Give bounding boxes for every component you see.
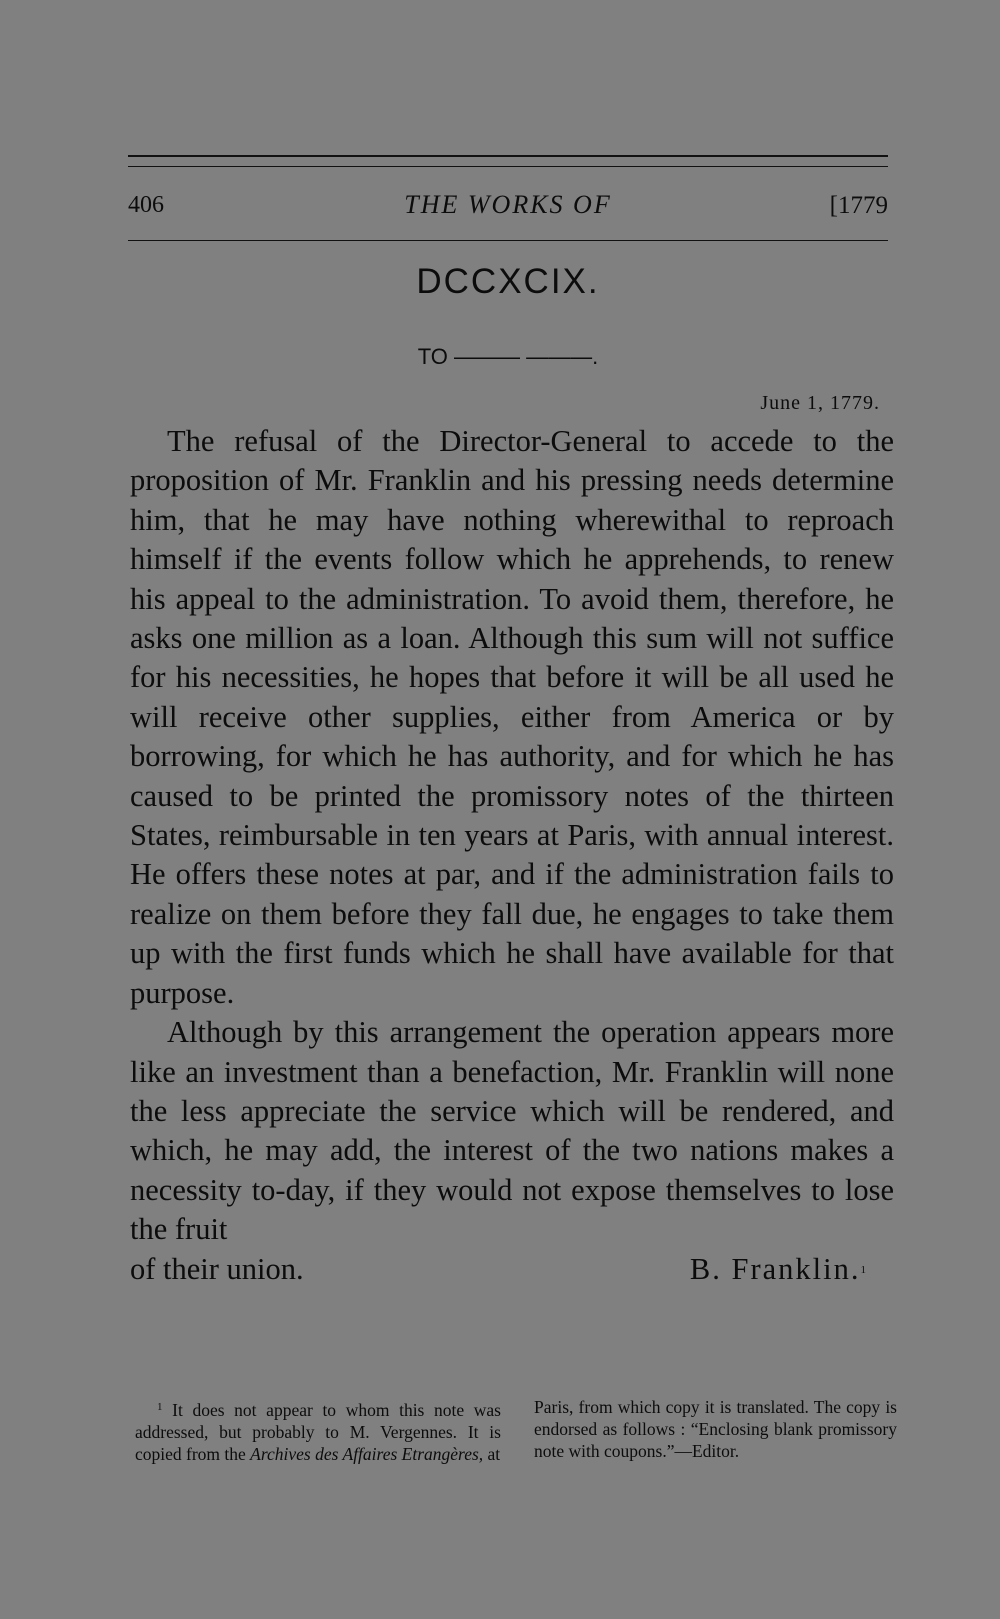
closing-line bbox=[130, 1250, 894, 1289]
top-rule-thin bbox=[128, 166, 888, 167]
page-number: 406 bbox=[128, 192, 164, 218]
closing-text: of their union. bbox=[130, 1251, 304, 1286]
footnote-italic-source: Archives des Affaires Etrangères, bbox=[250, 1444, 484, 1464]
letter-number: DCCXCIX. bbox=[416, 262, 600, 301]
paragraph: Although by this arrangement the operation appears more like an investment than a benefaction, Mr. Franklin will none the less appreciate the service which will be rendered, and which, he may add, the interest of the two nations makes a necessity to-day, if they would not expose themselves to lose the fruit bbox=[130, 1015, 894, 1247]
running-title: THE WORKS OF bbox=[404, 190, 612, 219]
footnote-reference: 1 bbox=[860, 1263, 868, 1276]
dateline: June 1, 1779. bbox=[760, 392, 880, 414]
footnote-text-end: at bbox=[487, 1444, 501, 1464]
footnote-column-left bbox=[135, 1396, 501, 1465]
signature-block bbox=[690, 1250, 868, 1290]
footnote-text: It does not appear to whom this note was addressed, but probably to M. Vergennes. It is copied from the bbox=[135, 1400, 501, 1464]
salutation: TO ——— ———. bbox=[417, 344, 599, 369]
header-year: [1779 bbox=[829, 192, 888, 219]
header-rule bbox=[128, 240, 888, 241]
footnote-mark: 1 bbox=[157, 1401, 163, 1413]
signature: B. Franklin. bbox=[689, 1251, 861, 1286]
top-rule bbox=[128, 155, 888, 157]
running-header bbox=[128, 186, 888, 226]
footnote-column-right: Paris, from which copy it is translated. The copy is endorsed as follows : “Enclosing blank promissory note with coupons.”—Editor. bbox=[534, 1397, 897, 1461]
paragraph: The refusal of the Director-General to accede to the proposition of Mr. Franklin and his pressing needs determine him, that he may have nothing wherewithal to reproach himself if the events follow which he apprehends, to renew his appeal to the administration. To avoid them, therefore, he asks one million as a loan. Although this sum will not suffice for his necessities, he hopes that before it will be all used he will receive other supplies, either from America or by borrowing, for which he has authority, and for which he has caused to be printed the promissory notes of the thirteen States, reimbursable in ten years at Paris, with annual interest. He offers these notes at par, and if the administration fails to realize on them before they fall due, he engages to take them up with the first funds which he shall have available for that purpose. bbox=[130, 424, 894, 1010]
letter-body bbox=[130, 422, 894, 1289]
